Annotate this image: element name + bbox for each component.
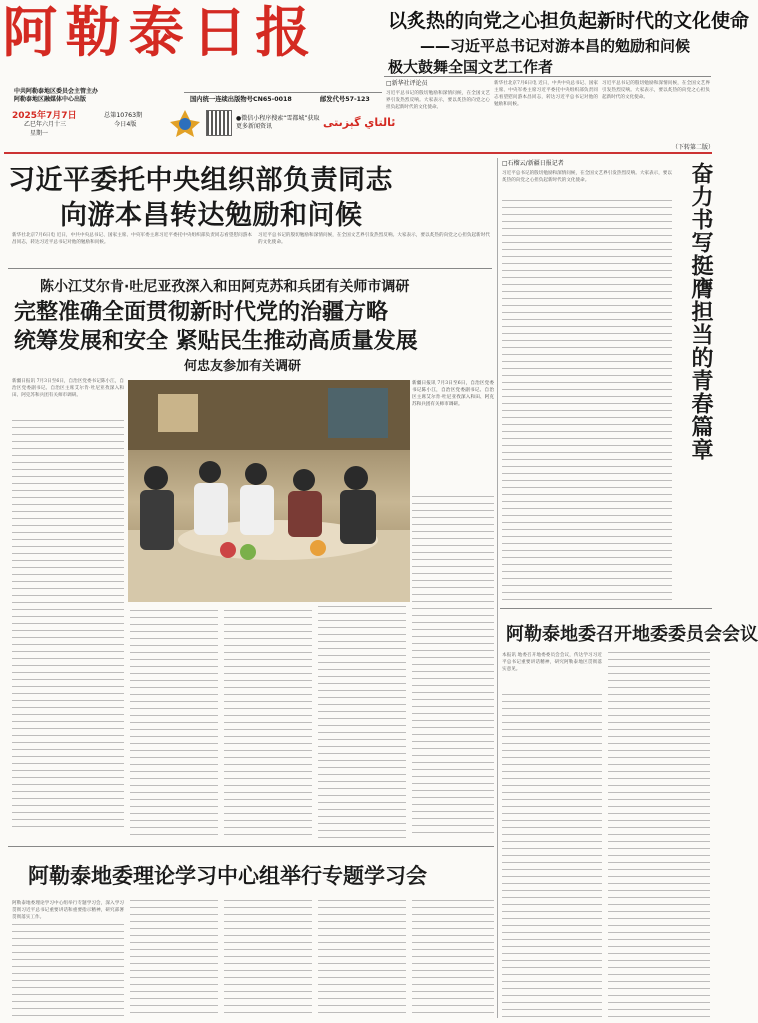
commentary-label-shiguang: □石榴云/新疆日报记者 [502, 160, 564, 167]
article1-body-2: 习近平总书记的殷切勉励和深情问候，在全国文艺界引发热烈反响。大家表示，要以炙热的向党之心担负起新时代的文化使命。 [258, 233, 490, 245]
publisher-line-2: 阿勒泰地区融媒体中心出版 [14, 96, 87, 103]
banner-headline: 以炙热的向党之心担负起新时代的文化使命 [388, 10, 750, 32]
side-body [502, 200, 672, 600]
article2-body-col3 [224, 610, 312, 838]
article4-body-col5 [412, 900, 494, 1019]
cn-code: 国内统一连续出版物号CN65-0018 [190, 96, 292, 103]
postal-code: 邮发代号57-123 [320, 96, 370, 103]
qr-code-icon [206, 110, 232, 136]
uyghur-title: ئالتاي گېزىتى [323, 116, 396, 129]
article4-lead: 阿勒泰地委理论学习中心组举行专题学习会，深入学习贯彻习近平总书记重要讲话和重要指示精神，研究部署贯彻落实工作。 [12, 901, 124, 920]
article2-body-col2 [130, 610, 218, 838]
commentary-text-3: 习近平总书记的殷切勉励和深情问候，在全国文艺界引发热烈反响。大家表示，要以炙热的向党之心担负起新时代的文化使命。 [602, 81, 710, 100]
wechat-note: ●微信小程序搜索“雪都城”获取更多新闻资讯 [236, 115, 320, 130]
article2-body-col1 [12, 420, 124, 830]
commentary-text-1: 习近平总书记的殷切勉励和深情问候，在全国文艺界引发热烈反响。大家表示，要以炙热的向党之心担负起新时代的文化使命。 [386, 91, 490, 110]
weekday: 星期一 [30, 130, 49, 137]
news-photo [128, 380, 410, 602]
lunar-date: 乙巳年六月十三 [24, 121, 67, 128]
issue-number: 总第10763期 [104, 112, 143, 119]
article4-body-col1 [12, 924, 124, 1019]
article3-headline: 阿勒泰地委召开地委委员会会议 [506, 624, 758, 645]
masthead-title: 阿勒泰日报 [2, 1, 319, 64]
pages-count: 今日4版 [114, 121, 137, 128]
article2-headline-line1: 完整准确全面贯彻新时代党的治疆方略 [14, 300, 389, 325]
continue-note: （下转第二版） [672, 144, 715, 151]
article3-lead: 本报讯 地委召开地委委员会会议，传达学习习近平总书记重要讲话精神，研究阿勒泰地区贯彻落实意见。 [502, 653, 602, 672]
article2-sub: 何忠友参加有关调研 [184, 359, 302, 374]
publisher-line-1: 中共阿勒泰地区委员会主管主办 [14, 88, 99, 95]
article2-body-col4 [318, 606, 406, 838]
photo-caption: 新疆日报讯 7月3日至6日，自治区党委书记陈小江，自治区党委副书记、自治区主席艾尔肯·吐尼亚孜深入和田、阿克苏和兵团有关师市调研。 [412, 381, 494, 407]
issue-date: 2025年7月7日 [12, 111, 77, 121]
article3-body-col2 [608, 652, 710, 1019]
commentary-text-2: 新华社北京7月6日电 近日，中共中央总书记、国家主席、中央军委主席习近平委托中央组织部负责同志看望慰问游本昌同志，转达习近平总书记对他的勉励和问候。 [494, 81, 598, 107]
logo-icon [168, 108, 202, 138]
article2-body-col5 [412, 496, 494, 838]
article4-body-col4 [318, 900, 406, 1019]
article4-headline: 阿勒泰地委理论学习中心组举行专题学习会 [28, 864, 427, 888]
article2-kicker: 陈小江艾尔肯·吐尼亚孜深入和田阿克苏和兵团有关师市调研 [40, 279, 410, 295]
article2-headline-line2: 统筹发展和安全 紧贴民生推动高质量发展 [14, 329, 418, 354]
commentary-label-xinhua: □新华社评论员 [386, 80, 428, 87]
article1-headline-line2: 向游本昌转达勉励和问候 [60, 200, 363, 231]
article4-body-col2 [130, 900, 218, 1019]
side-headline: 奋力书写挺膺担当的青春篇章 [688, 162, 713, 461]
side-lead: 习近平总书记的殷切勉励和深情问候，在全国文艺界引发热烈反响。大家表示，要以炙热的向党之心担负起新时代的文化使命。 [502, 171, 672, 183]
article3-body-col1 [502, 694, 602, 1019]
banner-sub2: 极大鼓舞全国文艺工作者 [388, 58, 554, 76]
article2-lead: 新疆日报讯 7月3日至6日，自治区党委书记陈小江，自治区党委副书记、自治区主席艾尔肯·吐尼亚孜深入和田、阿克苏和兵团有关师市调研。 [12, 379, 124, 398]
article1-body-1: 新华社北京7月6日电 近日，中共中央总书记、国家主席、中央军委主席习近平委托中央组织部负责同志看望慰问游本昌同志，转达习近平总书记对他的勉励和问候。 [12, 233, 252, 245]
banner-sub1: ——习近平总书记对游本昌的勉励和问候 [420, 37, 691, 55]
article1-headline-line1: 习近平委托中央组织部负责同志 [8, 165, 393, 196]
article4-body-col3 [224, 900, 312, 1019]
